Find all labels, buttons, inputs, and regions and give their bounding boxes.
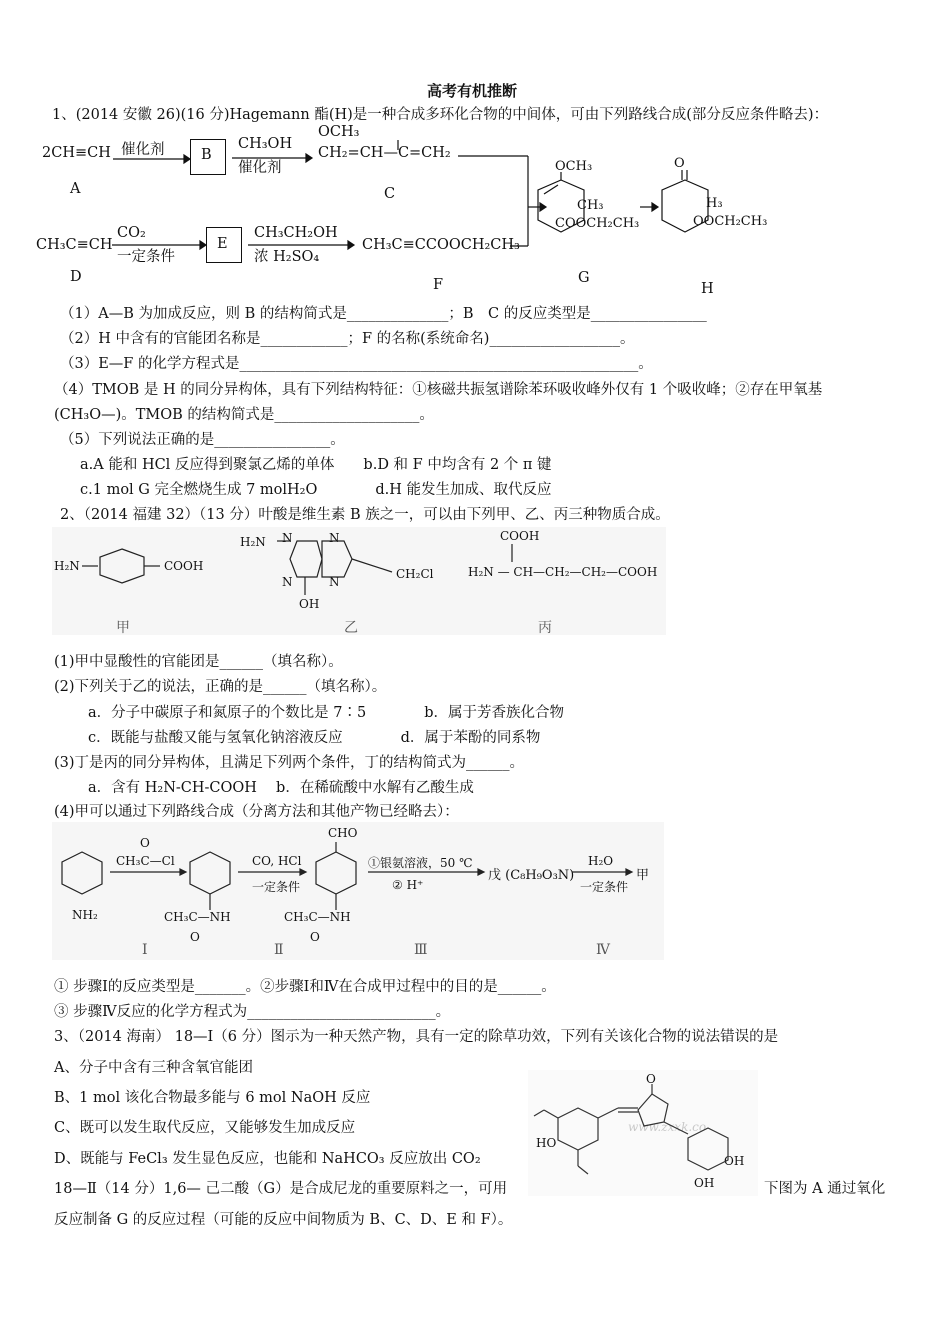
q1-label-a: A — [70, 181, 81, 197]
q1-h-cooet: OOCH₂CH₃ — [693, 214, 768, 229]
q1-ch3oh: CH₃OH — [238, 136, 293, 152]
q18ii-text-left: 18—Ⅱ（14 分）1,6— 己二酸（G）是合成尼龙的重要原料之一，可用 — [54, 1181, 508, 1197]
jia-h2n: H₂N — [54, 559, 80, 573]
q2-structure-lines — [52, 527, 666, 635]
q3-oh3: OH — [694, 1176, 715, 1190]
jia-cooh: COOH — [164, 559, 204, 573]
q2-item-6: ③ 步骤Ⅳ反应的化学方程式为__________________________。 — [54, 1004, 451, 1020]
q1-item-1: （1）A—B 为加成反应，则 B 的结构简式是______________；B C 的反应类型是________________ — [60, 306, 707, 322]
q1-item-5: （5）下列说法正确的是________________。 — [60, 432, 345, 448]
q1-label-d: D — [70, 269, 82, 285]
q2-structures-image — [52, 527, 666, 635]
route-label-2: Ⅱ — [274, 942, 284, 958]
q1-g-cooet: COOCH₂CH₃ — [555, 216, 640, 231]
yi-n4: N — [329, 575, 340, 589]
q1-E: E — [217, 236, 228, 252]
route-cho: CHO — [328, 826, 358, 840]
route-nhac-2: CH₃C—NH — [284, 910, 351, 924]
bing-label: 丙 — [538, 620, 552, 636]
q1-scheme-lines — [0, 0, 950, 320]
q1-f-formula: CH₃C≡CCOOCH₂CH₃ — [362, 237, 520, 253]
yi-ch2cl: CH₂Cl — [396, 567, 434, 581]
q3-carbonyl-o: O — [646, 1072, 656, 1086]
q2-option-ab: a．分子中碳原子和氮原子的个数比是 7∶5 b．属于芳香族化合物 — [88, 705, 564, 721]
q1-g-ch3: CH₃ — [577, 198, 604, 213]
q1-c-formula: CH₂=CH—C=CH₂ — [318, 145, 451, 161]
q1-h2so4: 浓 H₂SO₄ — [254, 249, 320, 265]
q1-h-ch3: H₃ — [706, 196, 723, 211]
q1-label-c: C — [384, 186, 396, 202]
route-reagent3b: ② H⁺ — [392, 878, 424, 892]
q3-structure-lines — [528, 1070, 758, 1196]
q3-option-d: D、既能与 FeCl₃ 发生显色反应，也能和 NaHCO₃ 反应放出 CO₂ — [54, 1151, 481, 1167]
q1-cond: 一定条件 — [117, 249, 175, 265]
route-reagent3: ①银氨溶液，50 ℃ — [368, 856, 473, 870]
q2-route-image — [52, 822, 664, 960]
route-reagent1: CH₃C—Cl — [116, 854, 175, 868]
q1-etoh: CH₃CH₂OH — [254, 225, 338, 241]
route-nhac-1: CH₃C—NH — [164, 910, 231, 924]
bing-main: H₂N — CH—CH₂—CH₂—COOH — [468, 565, 658, 579]
yi-label: 乙 — [344, 620, 358, 636]
q18ii-text-line2: 反应制备 G 的反应过程（可能的反应中间物质为 B、C、D、E 和 F）。 — [54, 1212, 513, 1228]
q2-route-lines — [52, 822, 664, 960]
q2-intro: 2、（2014 福建 32）（13 分）叶酸是维生素 B 族之一，可以由下列甲、乙、丙三种物质合成。 — [60, 507, 670, 523]
q1-c-och3: OCH₃ — [318, 124, 360, 140]
q2-item-1: (1)甲中显酸性的官能团是______（填名称）。 — [54, 654, 343, 670]
yi-h2n: H₂N — [240, 535, 266, 549]
q1-option-cd: c.1 mol G 完全燃烧生成 7 molH₂O d.H 能发生加成、取代反应 — [80, 482, 552, 498]
yi-n1: N — [282, 531, 293, 545]
route-jia: 甲 — [636, 868, 650, 883]
q1-d-formula: CH₃C≡CH — [36, 237, 113, 253]
q3-option-a: A、分子中含有三种含氧官能团 — [54, 1060, 253, 1076]
q2-item-4: (4)甲可以通过下列路线合成（分离方法和其他产物已经略去）： — [54, 804, 459, 820]
route-o2b: O — [310, 930, 320, 944]
q1-g-och3: OCH₃ — [555, 159, 593, 174]
q3-ho1: HO — [536, 1136, 557, 1150]
q3-watermark: www.zxxk.co — [628, 1120, 707, 1134]
q2-item-5: ① 步骤Ⅰ的反应类型是_______。②步骤Ⅰ和Ⅳ在合成甲过程中的目的是______。 — [54, 979, 556, 995]
q18ii-text-right: 下图为 A 通过氧化 — [764, 1181, 886, 1197]
yi-n3: N — [282, 575, 293, 589]
route-wu: 戊 (C₈H₉O₃N) — [488, 868, 575, 883]
q1-cat1: 催化剂 — [121, 142, 165, 158]
q1-label-f: F — [433, 277, 444, 293]
route-label-4: Ⅳ — [596, 942, 610, 958]
q1-item-4b: (CH₃O—)。TMOB 的结构简式是____________________。 — [54, 407, 434, 423]
q2-item-3-conditions: a．含有 H₂N-CH-COOH b．在稀硫酸中水解有乙酸生成 — [88, 780, 474, 796]
page-title: 高考有机推断 — [427, 82, 518, 100]
q1-label-g: G — [578, 270, 590, 286]
yi-n2: N — [329, 531, 340, 545]
q1-co2: CO₂ — [117, 225, 146, 241]
q3-structure-image — [528, 1070, 758, 1196]
bing-cooh-top: COOH — [500, 529, 540, 543]
q3-intro: 3、（2014 海南） 18—Ⅰ（6 分）图示为一种天然产物，具有一定的除草功效，下列有关该化合物的说法错误的是 — [54, 1029, 779, 1045]
q1-option-ab: a.A 能和 HCl 反应得到聚氯乙烯的单体 b.D 和 F 中均含有 2 个 π 键 — [80, 457, 552, 473]
route-cond4: 一定条件 — [580, 880, 629, 894]
q1-cat2: 催化剂 — [238, 160, 282, 176]
route-label-1: Ⅰ — [142, 942, 148, 958]
q2-item-2: (2)下列关于乙的说法，正确的是______（填名称）。 — [54, 679, 387, 695]
q1-item-4: （4）TMOB 是 H 的同分异构体，具有下列结构特征：①核磁共振氢谱除苯环吸收峰外仅有 1 个吸收峰；②存在甲氧基 — [54, 382, 823, 398]
route-o1: O — [140, 836, 150, 850]
route-label-3: Ⅲ — [414, 942, 428, 958]
q1-item-2: （2）H 中含有的官能团名称是____________；F 的名称(系统命名)__________________。 — [60, 331, 635, 347]
yi-oh: OH — [299, 597, 320, 611]
q1-B: B — [201, 147, 212, 163]
q1-label-h: H — [701, 281, 714, 297]
q2-item-3: (3)丁是丙的同分异构体，且满足下列两个条件，丁的结构简式为______。 — [54, 755, 525, 771]
route-h2o: H₂O — [588, 854, 614, 868]
route-cond2: 一定条件 — [252, 880, 301, 894]
q1-item-3: （3）E—F 的化学方程式是_______________________________________________________。 — [60, 356, 653, 372]
q1-start: 2CH≡CH — [42, 145, 111, 161]
route-o2a: O — [190, 930, 200, 944]
jia-label: 甲 — [116, 620, 130, 636]
q3-option-c: C、既可以发生取代反应，又能够发生加成反应 — [54, 1120, 356, 1136]
q3-option-b: B、1 mol 该化合物最多能与 6 mol NaOH 反应 — [54, 1090, 371, 1106]
q2-option-cd: c．既能与盐酸又能与氢氧化钠溶液反应 d．属于苯酚的同系物 — [88, 730, 541, 746]
q1-h-o: O — [674, 156, 685, 171]
route-reagent2: CO, HCl — [252, 854, 302, 868]
q1-intro: 1、(2014 安徽 26)(16 分)Hagemann 酯(H)是一种合成多环化合物的中间体，可由下列路线合成(部分反应条件略去)： — [52, 107, 829, 123]
route-nh2: NH₂ — [72, 908, 98, 922]
q3-oh2: OH — [724, 1154, 745, 1168]
